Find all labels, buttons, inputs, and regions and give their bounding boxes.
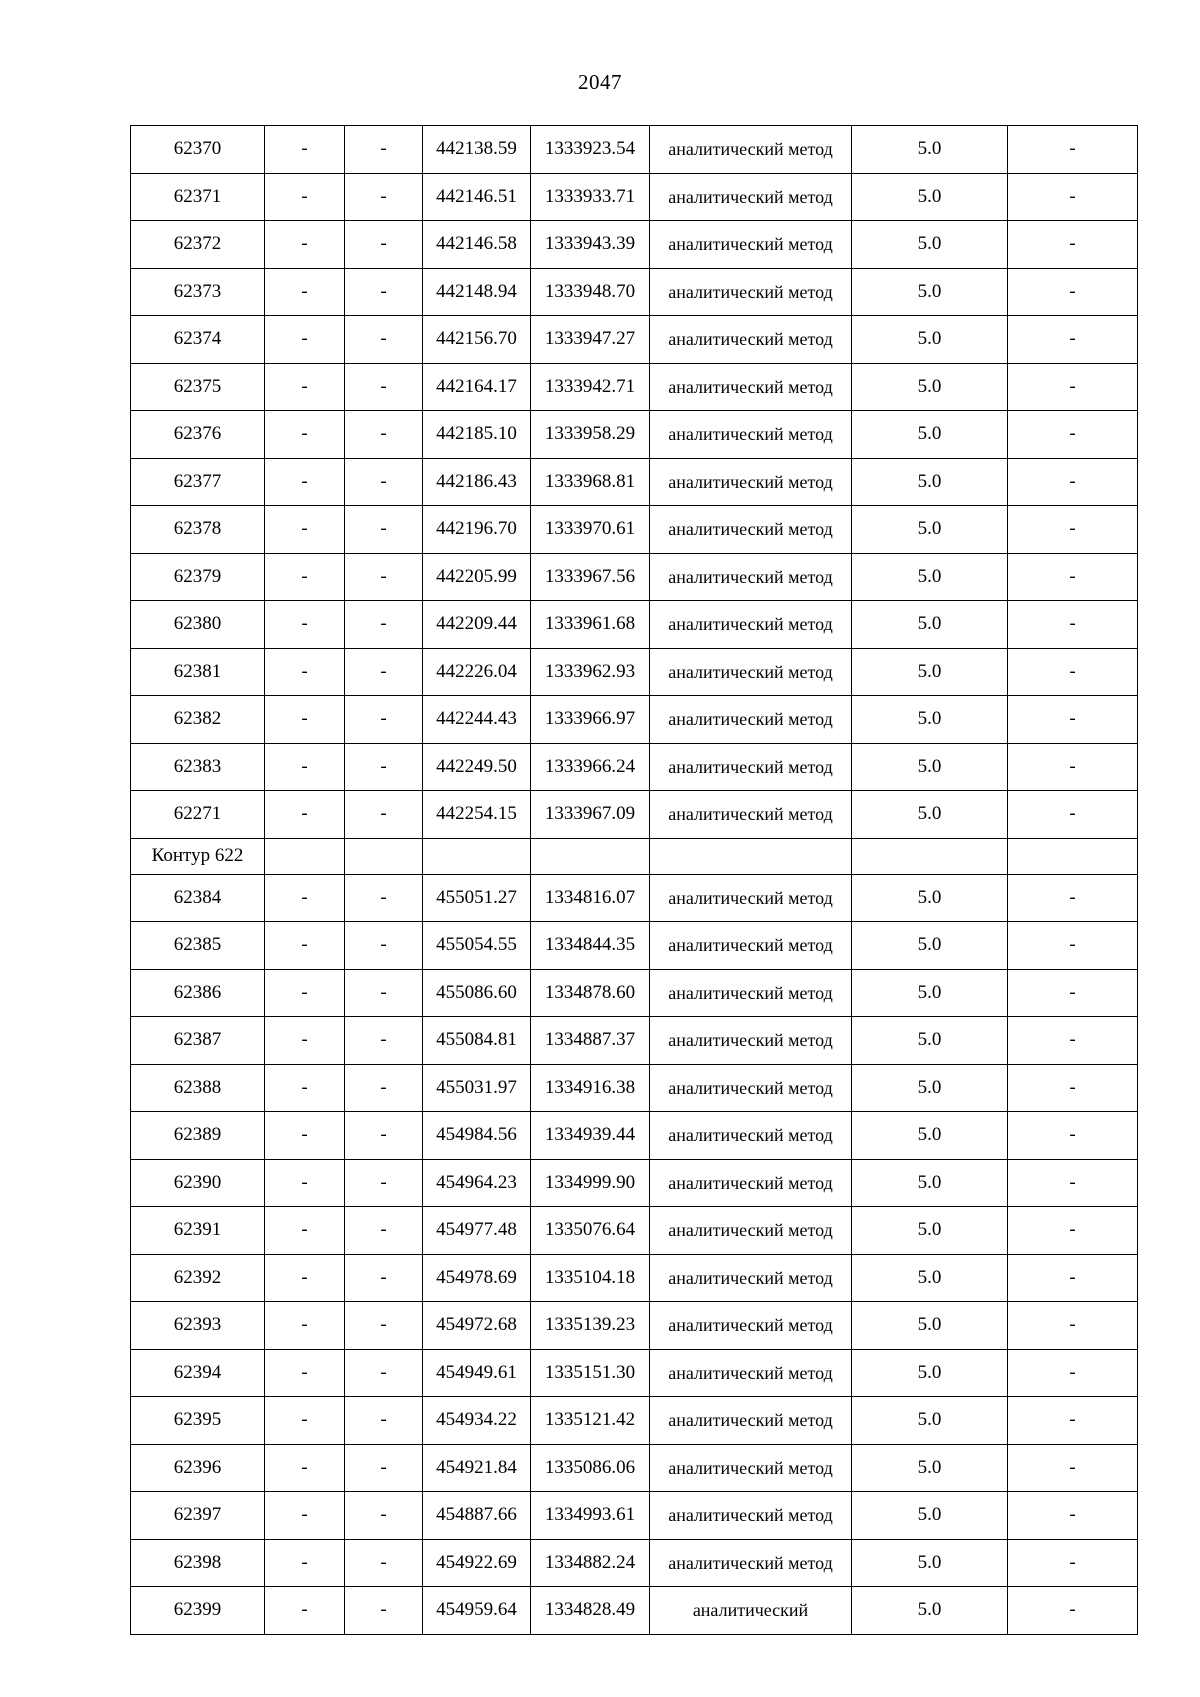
- empty-value-cell: -: [345, 969, 423, 1017]
- x-coordinate-cell: 454978.69: [423, 1254, 531, 1302]
- empty-value-cell: -: [1008, 173, 1138, 221]
- accuracy-cell: 5.0: [852, 874, 1008, 922]
- y-coordinate-cell: 1333967.09: [531, 791, 650, 839]
- x-coordinate-cell: 454972.68: [423, 1302, 531, 1350]
- x-coordinate-cell: 442244.43: [423, 696, 531, 744]
- empty-value-cell: -: [1008, 1587, 1138, 1635]
- accuracy-cell: 5.0: [852, 1539, 1008, 1587]
- point-number-cell: 62373: [131, 268, 265, 316]
- y-coordinate-cell: 1335121.42: [531, 1397, 650, 1445]
- y-coordinate-cell: 1334828.49: [531, 1587, 650, 1635]
- y-coordinate-cell: 1334844.35: [531, 922, 650, 970]
- table-row: [131, 1444, 1138, 1492]
- table-row: [131, 1064, 1138, 1112]
- empty-value-cell: -: [1008, 791, 1138, 839]
- empty-value-cell: -: [345, 791, 423, 839]
- empty-value-cell: -: [265, 696, 345, 744]
- y-coordinate-cell: 1334882.24: [531, 1539, 650, 1587]
- empty-value-cell: -: [345, 458, 423, 506]
- method-cell: аналитический метод: [650, 221, 852, 269]
- contour-section: [131, 838, 1138, 874]
- method-cell: аналитический метод: [650, 173, 852, 221]
- empty-value-cell: -: [1008, 1159, 1138, 1207]
- empty-value-cell: -: [265, 363, 345, 411]
- table-row: [131, 411, 1138, 459]
- table-row: [131, 1017, 1138, 1065]
- x-coordinate-cell: 454934.22: [423, 1397, 531, 1445]
- empty-value-cell: -: [265, 969, 345, 1017]
- method-cell: аналитический метод: [650, 922, 852, 970]
- x-coordinate-cell: 442156.70: [423, 316, 531, 364]
- empty-value-cell: -: [265, 1112, 345, 1160]
- point-number-cell: 62379: [131, 553, 265, 601]
- table-row: [131, 874, 1138, 922]
- y-coordinate-cell: 1334939.44: [531, 1112, 650, 1160]
- table-row: [131, 1302, 1138, 1350]
- method-cell: аналитический метод: [650, 1254, 852, 1302]
- method-cell: аналитический метод: [650, 1349, 852, 1397]
- point-number-cell: 62397: [131, 1492, 265, 1540]
- accuracy-cell: 5.0: [852, 1492, 1008, 1540]
- point-number-cell: 62391: [131, 1207, 265, 1255]
- empty-value-cell: -: [345, 1587, 423, 1635]
- empty-value-cell: -: [345, 1064, 423, 1112]
- empty-value-cell: -: [345, 506, 423, 554]
- empty-value-cell: -: [265, 743, 345, 791]
- empty-value-cell: -: [1008, 1349, 1138, 1397]
- empty-value-cell: -: [1008, 922, 1138, 970]
- table-row: [131, 363, 1138, 411]
- method-cell: аналитический: [650, 1587, 852, 1635]
- accuracy-cell: 5.0: [852, 1159, 1008, 1207]
- method-cell: аналитический метод: [650, 1539, 852, 1587]
- empty-value-cell: -: [265, 268, 345, 316]
- point-number-cell: 62380: [131, 601, 265, 649]
- accuracy-cell: 5.0: [852, 969, 1008, 1017]
- empty-value-cell: -: [345, 874, 423, 922]
- table-row: [131, 221, 1138, 269]
- table-cell: [531, 838, 650, 874]
- x-coordinate-cell: 442148.94: [423, 268, 531, 316]
- empty-value-cell: -: [345, 1492, 423, 1540]
- empty-value-cell: -: [1008, 316, 1138, 364]
- page-number: 2047: [578, 70, 622, 94]
- y-coordinate-cell: 1333933.71: [531, 173, 650, 221]
- x-coordinate-cell: 442209.44: [423, 601, 531, 649]
- method-cell: аналитический метод: [650, 874, 852, 922]
- accuracy-cell: 5.0: [852, 1112, 1008, 1160]
- empty-value-cell: -: [345, 1349, 423, 1397]
- table-row: [131, 743, 1138, 791]
- y-coordinate-cell: 1334999.90: [531, 1159, 650, 1207]
- empty-value-cell: -: [345, 1017, 423, 1065]
- x-coordinate-cell: 455031.97: [423, 1064, 531, 1112]
- accuracy-cell: 5.0: [852, 1254, 1008, 1302]
- method-cell: аналитический метод: [650, 1064, 852, 1112]
- empty-value-cell: -: [265, 922, 345, 970]
- coordinates-table: [130, 125, 1138, 1635]
- x-coordinate-cell: 442226.04: [423, 648, 531, 696]
- empty-value-cell: -: [345, 1397, 423, 1445]
- empty-value-cell: -: [345, 743, 423, 791]
- y-coordinate-cell: 1333970.61: [531, 506, 650, 554]
- empty-value-cell: -: [1008, 969, 1138, 1017]
- method-cell: аналитический метод: [650, 363, 852, 411]
- point-number-cell: 62371: [131, 173, 265, 221]
- table-row: [131, 506, 1138, 554]
- method-cell: аналитический метод: [650, 1302, 852, 1350]
- y-coordinate-cell: 1335076.64: [531, 1207, 650, 1255]
- y-coordinate-cell: 1335104.18: [531, 1254, 650, 1302]
- point-number-cell: 62390: [131, 1159, 265, 1207]
- method-cell: аналитический метод: [650, 1444, 852, 1492]
- empty-value-cell: -: [1008, 601, 1138, 649]
- point-number-cell: 62382: [131, 696, 265, 744]
- point-number-cell: 62377: [131, 458, 265, 506]
- table-row: [131, 791, 1138, 839]
- accuracy-cell: 5.0: [852, 1064, 1008, 1112]
- y-coordinate-cell: 1333923.54: [531, 126, 650, 174]
- empty-value-cell: -: [1008, 411, 1138, 459]
- table-row: [131, 173, 1138, 221]
- table-row: [131, 1397, 1138, 1445]
- table-cell: [852, 838, 1008, 874]
- x-coordinate-cell: 442185.10: [423, 411, 531, 459]
- x-coordinate-cell: 455084.81: [423, 1017, 531, 1065]
- y-coordinate-cell: 1334916.38: [531, 1064, 650, 1112]
- point-number-cell: 62374: [131, 316, 265, 364]
- empty-value-cell: -: [345, 1159, 423, 1207]
- empty-value-cell: -: [1008, 743, 1138, 791]
- x-coordinate-cell: 454984.56: [423, 1112, 531, 1160]
- empty-value-cell: -: [265, 1444, 345, 1492]
- empty-value-cell: -: [1008, 696, 1138, 744]
- empty-value-cell: -: [265, 173, 345, 221]
- empty-value-cell: -: [345, 1207, 423, 1255]
- point-number-cell: 62392: [131, 1254, 265, 1302]
- point-number-cell: 62393: [131, 1302, 265, 1350]
- point-number-cell: 62384: [131, 874, 265, 922]
- table-row: [131, 1587, 1138, 1635]
- empty-value-cell: -: [265, 1587, 345, 1635]
- method-cell: аналитический метод: [650, 1159, 852, 1207]
- method-cell: аналитический метод: [650, 126, 852, 174]
- empty-value-cell: -: [345, 411, 423, 459]
- method-cell: аналитический метод: [650, 696, 852, 744]
- accuracy-cell: 5.0: [852, 648, 1008, 696]
- table-row: [131, 648, 1138, 696]
- table-row: [131, 1539, 1138, 1587]
- empty-value-cell: -: [265, 1397, 345, 1445]
- point-number-cell: 62396: [131, 1444, 265, 1492]
- x-coordinate-cell: 454959.64: [423, 1587, 531, 1635]
- empty-value-cell: -: [265, 648, 345, 696]
- empty-value-cell: -: [345, 1539, 423, 1587]
- empty-value-cell: -: [265, 601, 345, 649]
- y-coordinate-cell: 1335139.23: [531, 1302, 650, 1350]
- empty-value-cell: -: [265, 1017, 345, 1065]
- method-cell: аналитический метод: [650, 411, 852, 459]
- x-coordinate-cell: 442205.99: [423, 553, 531, 601]
- accuracy-cell: 5.0: [852, 363, 1008, 411]
- empty-value-cell: -: [265, 1159, 345, 1207]
- table-row: [131, 1207, 1138, 1255]
- point-number-cell: 62389: [131, 1112, 265, 1160]
- y-coordinate-cell: 1333966.24: [531, 743, 650, 791]
- accuracy-cell: 5.0: [852, 126, 1008, 174]
- empty-value-cell: -: [1008, 874, 1138, 922]
- table-cell: [650, 838, 852, 874]
- x-coordinate-cell: 455054.55: [423, 922, 531, 970]
- empty-value-cell: -: [345, 696, 423, 744]
- y-coordinate-cell: 1333961.68: [531, 601, 650, 649]
- empty-value-cell: -: [1008, 1207, 1138, 1255]
- method-cell: аналитический метод: [650, 316, 852, 364]
- accuracy-cell: 5.0: [852, 1444, 1008, 1492]
- x-coordinate-cell: 454977.48: [423, 1207, 531, 1255]
- method-cell: аналитический метод: [650, 553, 852, 601]
- x-coordinate-cell: 442249.50: [423, 743, 531, 791]
- method-cell: аналитический метод: [650, 601, 852, 649]
- table-row: [131, 316, 1138, 364]
- empty-value-cell: -: [345, 221, 423, 269]
- y-coordinate-cell: 1334878.60: [531, 969, 650, 1017]
- point-number-cell: 62395: [131, 1397, 265, 1445]
- accuracy-cell: 5.0: [852, 411, 1008, 459]
- point-number-cell: 62387: [131, 1017, 265, 1065]
- accuracy-cell: 5.0: [852, 1349, 1008, 1397]
- y-coordinate-cell: 1334816.07: [531, 874, 650, 922]
- point-number-cell: 62271: [131, 791, 265, 839]
- empty-value-cell: -: [1008, 126, 1138, 174]
- x-coordinate-cell: 454949.61: [423, 1349, 531, 1397]
- empty-value-cell: -: [265, 1492, 345, 1540]
- empty-value-cell: -: [345, 268, 423, 316]
- x-coordinate-cell: 455086.60: [423, 969, 531, 1017]
- accuracy-cell: 5.0: [852, 268, 1008, 316]
- accuracy-cell: 5.0: [852, 1207, 1008, 1255]
- empty-value-cell: -: [345, 173, 423, 221]
- method-cell: аналитический метод: [650, 268, 852, 316]
- accuracy-cell: 5.0: [852, 791, 1008, 839]
- empty-value-cell: -: [345, 1112, 423, 1160]
- y-coordinate-cell: 1335151.30: [531, 1349, 650, 1397]
- empty-value-cell: -: [1008, 1017, 1138, 1065]
- empty-value-cell: -: [1008, 648, 1138, 696]
- empty-value-cell: -: [1008, 1539, 1138, 1587]
- empty-value-cell: -: [1008, 1397, 1138, 1445]
- y-coordinate-cell: 1333948.70: [531, 268, 650, 316]
- accuracy-cell: 5.0: [852, 601, 1008, 649]
- accuracy-cell: 5.0: [852, 696, 1008, 744]
- point-number-cell: 62376: [131, 411, 265, 459]
- empty-value-cell: -: [1008, 458, 1138, 506]
- x-coordinate-cell: 442254.15: [423, 791, 531, 839]
- accuracy-cell: 5.0: [852, 553, 1008, 601]
- point-number-cell: 62383: [131, 743, 265, 791]
- empty-value-cell: -: [345, 601, 423, 649]
- empty-value-cell: -: [345, 363, 423, 411]
- x-coordinate-cell: 442146.58: [423, 221, 531, 269]
- empty-value-cell: -: [265, 1349, 345, 1397]
- contour-label: Контур 622: [131, 838, 265, 874]
- accuracy-cell: 5.0: [852, 1017, 1008, 1065]
- method-cell: аналитический метод: [650, 1207, 852, 1255]
- method-cell: аналитический метод: [650, 506, 852, 554]
- point-number-cell: 62388: [131, 1064, 265, 1112]
- table-body-part-1: [131, 126, 1138, 839]
- method-cell: аналитический метод: [650, 1017, 852, 1065]
- table-row: [131, 1159, 1138, 1207]
- x-coordinate-cell: 454964.23: [423, 1159, 531, 1207]
- empty-value-cell: -: [1008, 1302, 1138, 1350]
- empty-value-cell: -: [265, 126, 345, 174]
- table-row: [131, 601, 1138, 649]
- method-cell: аналитический метод: [650, 1397, 852, 1445]
- table-row: [131, 553, 1138, 601]
- method-cell: аналитический метод: [650, 458, 852, 506]
- empty-value-cell: -: [265, 1302, 345, 1350]
- point-number-cell: 62381: [131, 648, 265, 696]
- x-coordinate-cell: 455051.27: [423, 874, 531, 922]
- table-row: [131, 126, 1138, 174]
- accuracy-cell: 5.0: [852, 743, 1008, 791]
- empty-value-cell: -: [265, 316, 345, 364]
- x-coordinate-cell: 454887.66: [423, 1492, 531, 1540]
- point-number-cell: 62399: [131, 1587, 265, 1635]
- contour-header-row: [131, 838, 1138, 874]
- table-row: [131, 969, 1138, 1017]
- point-number-cell: 62394: [131, 1349, 265, 1397]
- table-row: [131, 1254, 1138, 1302]
- x-coordinate-cell: 442196.70: [423, 506, 531, 554]
- y-coordinate-cell: 1333967.56: [531, 553, 650, 601]
- empty-value-cell: -: [345, 316, 423, 364]
- empty-value-cell: -: [1008, 1492, 1138, 1540]
- table-row: [131, 458, 1138, 506]
- empty-value-cell: -: [1008, 1064, 1138, 1112]
- x-coordinate-cell: 454922.69: [423, 1539, 531, 1587]
- empty-value-cell: -: [1008, 1444, 1138, 1492]
- accuracy-cell: 5.0: [852, 1302, 1008, 1350]
- y-coordinate-cell: 1334993.61: [531, 1492, 650, 1540]
- empty-value-cell: -: [345, 1254, 423, 1302]
- point-number-cell: 62375: [131, 363, 265, 411]
- empty-value-cell: -: [265, 1207, 345, 1255]
- point-number-cell: 62378: [131, 506, 265, 554]
- empty-value-cell: -: [1008, 506, 1138, 554]
- y-coordinate-cell: 1333942.71: [531, 363, 650, 411]
- empty-value-cell: -: [265, 1254, 345, 1302]
- empty-value-cell: -: [345, 648, 423, 696]
- empty-value-cell: -: [1008, 268, 1138, 316]
- x-coordinate-cell: 454921.84: [423, 1444, 531, 1492]
- empty-value-cell: -: [265, 411, 345, 459]
- table-row: [131, 1112, 1138, 1160]
- table-row: [131, 268, 1138, 316]
- accuracy-cell: 5.0: [852, 506, 1008, 554]
- empty-value-cell: -: [265, 458, 345, 506]
- empty-value-cell: -: [345, 1302, 423, 1350]
- table-row: [131, 1349, 1138, 1397]
- point-number-cell: 62372: [131, 221, 265, 269]
- x-coordinate-cell: 442186.43: [423, 458, 531, 506]
- y-coordinate-cell: 1333966.97: [531, 696, 650, 744]
- empty-value-cell: -: [265, 553, 345, 601]
- y-coordinate-cell: 1333943.39: [531, 221, 650, 269]
- table-row: [131, 1492, 1138, 1540]
- y-coordinate-cell: 1333968.81: [531, 458, 650, 506]
- table-cell: [345, 838, 423, 874]
- x-coordinate-cell: 442146.51: [423, 173, 531, 221]
- method-cell: аналитический метод: [650, 791, 852, 839]
- x-coordinate-cell: 442138.59: [423, 126, 531, 174]
- y-coordinate-cell: 1335086.06: [531, 1444, 650, 1492]
- point-number-cell: 62370: [131, 126, 265, 174]
- empty-value-cell: -: [1008, 553, 1138, 601]
- table-row: [131, 922, 1138, 970]
- point-number-cell: 62398: [131, 1539, 265, 1587]
- accuracy-cell: 5.0: [852, 173, 1008, 221]
- table-cell: [265, 838, 345, 874]
- method-cell: аналитический метод: [650, 743, 852, 791]
- accuracy-cell: 5.0: [852, 221, 1008, 269]
- empty-value-cell: -: [345, 126, 423, 174]
- empty-value-cell: -: [345, 922, 423, 970]
- empty-value-cell: -: [265, 1539, 345, 1587]
- accuracy-cell: 5.0: [852, 458, 1008, 506]
- empty-value-cell: -: [345, 1444, 423, 1492]
- empty-value-cell: -: [265, 1064, 345, 1112]
- table-cell: [423, 838, 531, 874]
- empty-value-cell: -: [1008, 1254, 1138, 1302]
- table-cell: [1008, 838, 1138, 874]
- method-cell: аналитический метод: [650, 1492, 852, 1540]
- method-cell: аналитический метод: [650, 648, 852, 696]
- empty-value-cell: -: [1008, 1112, 1138, 1160]
- empty-value-cell: -: [345, 553, 423, 601]
- accuracy-cell: 5.0: [852, 922, 1008, 970]
- empty-value-cell: -: [265, 506, 345, 554]
- y-coordinate-cell: 1333958.29: [531, 411, 650, 459]
- accuracy-cell: 5.0: [852, 1397, 1008, 1445]
- empty-value-cell: -: [265, 791, 345, 839]
- empty-value-cell: -: [265, 874, 345, 922]
- accuracy-cell: 5.0: [852, 316, 1008, 364]
- method-cell: аналитический метод: [650, 1112, 852, 1160]
- table-body-part-2: [131, 874, 1138, 1634]
- y-coordinate-cell: 1333962.93: [531, 648, 650, 696]
- y-coordinate-cell: 1333947.27: [531, 316, 650, 364]
- point-number-cell: 62386: [131, 969, 265, 1017]
- empty-value-cell: -: [1008, 363, 1138, 411]
- empty-value-cell: -: [1008, 221, 1138, 269]
- table-row: [131, 696, 1138, 744]
- empty-value-cell: -: [265, 221, 345, 269]
- x-coordinate-cell: 442164.17: [423, 363, 531, 411]
- accuracy-cell: 5.0: [852, 1587, 1008, 1635]
- point-number-cell: 62385: [131, 922, 265, 970]
- y-coordinate-cell: 1334887.37: [531, 1017, 650, 1065]
- method-cell: аналитический метод: [650, 969, 852, 1017]
